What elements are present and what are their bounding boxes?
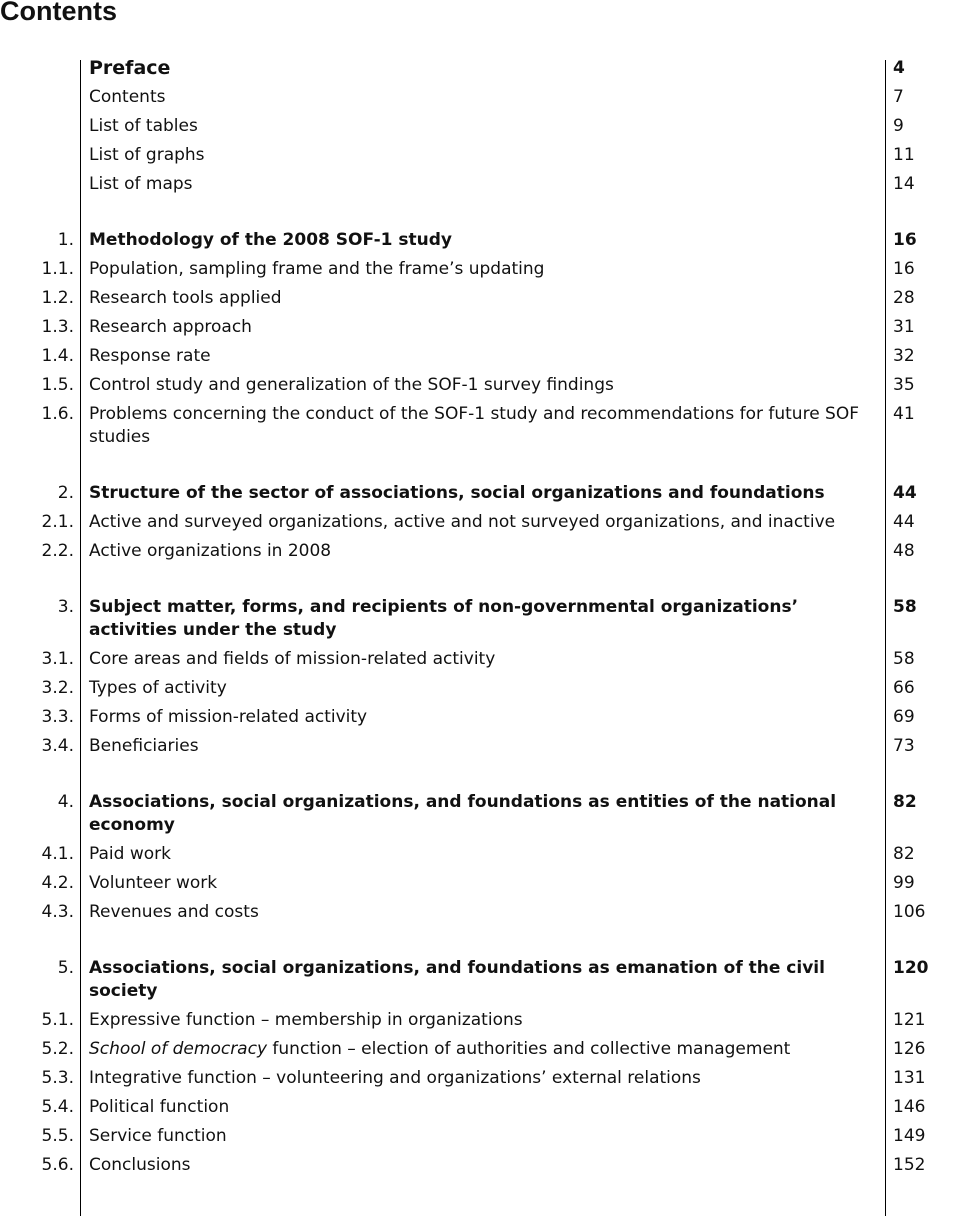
toc-entry-number: 1.2. [41, 288, 74, 308]
toc-entry-number: 1.5. [41, 375, 74, 395]
toc-entry-page: 73 [893, 736, 915, 756]
toc-entry-number: 1.6. [41, 404, 74, 424]
toc-entry-number: 5.3. [41, 1068, 74, 1088]
toc-entry [0, 511, 960, 534]
toc-entry-number: 1.1. [41, 259, 74, 279]
toc-entry-title[interactable]: Research tools applied [89, 288, 282, 308]
toc-entry [0, 1038, 960, 1061]
toc-entry-number: 4.2. [41, 873, 74, 893]
toc-entry [0, 374, 960, 397]
toc-entry-page: 44 [893, 512, 915, 532]
toc-entry-title[interactable]: Types of activity [89, 678, 227, 698]
toc-entry [0, 173, 960, 196]
toc-entry-page: 66 [893, 678, 915, 698]
toc-entry [0, 1067, 960, 1090]
toc-entry-title[interactable]: Research approach [89, 317, 252, 337]
toc-entry-page: 44 [893, 483, 917, 503]
toc-entry-title[interactable]: Problems concerning the conduct of the SOF-1 study and recommendations for future SOF studies [89, 404, 860, 447]
toc-entry-page: 82 [893, 792, 917, 812]
toc-entry-number: 5.5. [41, 1126, 74, 1146]
toc-entry [0, 144, 960, 167]
toc-entry [0, 540, 960, 563]
table-of-contents [0, 57, 960, 1177]
toc-entry [0, 316, 960, 339]
toc-entry-title[interactable]: Response rate [89, 346, 211, 366]
toc-entry-number: 3.3. [41, 707, 74, 727]
toc-entry-page: 4 [893, 58, 905, 78]
toc-entry-number: 3.4. [41, 736, 74, 756]
toc-entry [0, 957, 960, 1003]
toc-entry-page: 28 [893, 288, 915, 308]
toc-entry-number: 5. [57, 958, 74, 978]
toc-entry [0, 482, 960, 505]
toc-entry-number: 2. [57, 483, 74, 503]
toc-entry-number: 4. [57, 792, 74, 812]
toc-entry [0, 648, 960, 671]
toc-entry-number: 2.2. [41, 541, 74, 561]
toc-entry-page: 35 [893, 375, 915, 395]
toc-entry-title[interactable]: Political function [89, 1097, 230, 1117]
toc-entry-title[interactable]: Population, sampling frame and the frame’s updating [89, 259, 545, 279]
toc-entry [0, 258, 960, 281]
toc-entry [0, 735, 960, 758]
toc-entry-page: 16 [893, 259, 915, 279]
toc-entry [0, 872, 960, 895]
toc-entry-page: 11 [893, 145, 915, 165]
toc-entry-title[interactable]: Control study and generalization of the SOF-1 survey findings [89, 375, 614, 395]
toc-entry-page: 16 [893, 230, 917, 250]
toc-entry-number: 3. [57, 597, 74, 617]
toc-entry-number: 1. [57, 230, 74, 250]
toc-entry [0, 229, 960, 252]
toc-entry-page: 9 [893, 116, 904, 136]
toc-entry-page: 120 [893, 958, 929, 978]
toc-entry-title[interactable]: Preface [89, 57, 171, 79]
toc-entry-title[interactable]: List of graphs [89, 145, 205, 165]
toc-entry-number: 3.1. [41, 649, 74, 669]
toc-entry-page: 31 [893, 317, 915, 337]
toc-entry-page: 58 [893, 597, 917, 617]
toc-entry-page: 82 [893, 844, 915, 864]
toc-entry-title[interactable]: Active organizations in 2008 [89, 541, 332, 561]
toc-entry-page: 149 [893, 1126, 926, 1146]
toc-entry-page: 7 [893, 87, 904, 107]
toc-entry [0, 287, 960, 310]
toc-entry-page: 41 [893, 404, 915, 424]
toc-entry [0, 596, 960, 642]
page-title: Contents [0, 0, 117, 26]
toc-entry-page: 126 [893, 1039, 926, 1059]
toc-entry-page: 146 [893, 1097, 926, 1117]
toc-entry-page: 99 [893, 873, 915, 893]
toc-entry-page: 131 [893, 1068, 926, 1088]
toc-entry [0, 1154, 960, 1177]
toc-entry [0, 57, 960, 80]
toc-entry-page: 106 [893, 902, 926, 922]
toc-entry-title[interactable]: Service function [89, 1126, 227, 1146]
toc-entry-title[interactable]: Forms of mission-related activity [89, 707, 368, 727]
toc-entry-number: 5.4. [41, 1097, 74, 1117]
toc-entry-page: 69 [893, 707, 915, 727]
toc-entry-number: 2.1. [41, 512, 74, 532]
toc-entry-number: 5.6. [41, 1155, 74, 1175]
toc-entry-title[interactable]: List of tables [89, 116, 198, 136]
toc-entry [0, 86, 960, 109]
toc-entry-title[interactable]: List of maps [89, 174, 193, 194]
toc-entry [0, 1125, 960, 1148]
toc-entry-page: 58 [893, 649, 915, 669]
toc-entry-number: 5.1. [41, 1010, 74, 1030]
toc-entry-title[interactable]: Integrative function – volunteering and organizations’ external relations [89, 1068, 701, 1088]
toc-entry-title[interactable]: Expressive function – membership in organizations [89, 1010, 523, 1030]
toc-entry-title[interactable]: Active and surveyed organizations, active and not surveyed organizations, and inactive [89, 512, 836, 532]
toc-entry-page: 32 [893, 346, 915, 366]
toc-entry-page: 121 [893, 1010, 926, 1030]
toc-entry-number: 4.3. [41, 902, 74, 922]
toc-entry [0, 706, 960, 729]
toc-entry [0, 843, 960, 866]
toc-entry-title[interactable]: Methodology of the 2008 SOF-1 study [89, 230, 452, 250]
toc-entry [0, 901, 960, 924]
toc-entry [0, 115, 960, 138]
toc-entry-title[interactable]: Beneficiaries [89, 736, 199, 756]
toc-entry [0, 1009, 960, 1032]
toc-entry-title[interactable]: Paid work [89, 844, 171, 864]
toc-entry [0, 677, 960, 700]
toc-entry-title[interactable]: Associations, social organizations, and foundations as emanation of the civil society [89, 958, 825, 1001]
toc-entry-title[interactable]: Structure of the sector of associations, social organizations and foundations [89, 483, 825, 503]
toc-entry-number: 4.1. [41, 844, 74, 864]
toc-entry-title[interactable]: Subject matter, forms, and recipients of non-governmental organizations’ activities under the study [89, 597, 799, 640]
toc-entry [0, 1096, 960, 1119]
toc-entry-page: 152 [893, 1155, 926, 1175]
toc-entry-number: 3.2. [41, 678, 74, 698]
toc-entry-title[interactable]: Revenues and costs [89, 902, 259, 922]
toc-entry-title[interactable]: School of democracy function – election of authorities and collective management [89, 1039, 791, 1059]
toc-entry [0, 791, 960, 837]
toc-entry-title[interactable]: Contents [89, 87, 166, 107]
toc-entry-page: 48 [893, 541, 915, 561]
toc-entry [0, 403, 960, 449]
toc-entry-page: 14 [893, 174, 915, 194]
toc-entry-title[interactable]: Conclusions [89, 1155, 191, 1175]
toc-entry-title[interactable]: Associations, social organizations, and foundations as entities of the national economy [89, 792, 837, 835]
toc-entry-number: 5.2. [41, 1039, 74, 1059]
toc-entry-number: 1.4. [41, 346, 74, 366]
toc-entry [0, 345, 960, 368]
toc-entry-title[interactable]: Core areas and fields of mission-related activity [89, 649, 496, 669]
toc-entry-number: 1.3. [41, 317, 74, 337]
toc-entry-title[interactable]: Volunteer work [89, 873, 218, 893]
